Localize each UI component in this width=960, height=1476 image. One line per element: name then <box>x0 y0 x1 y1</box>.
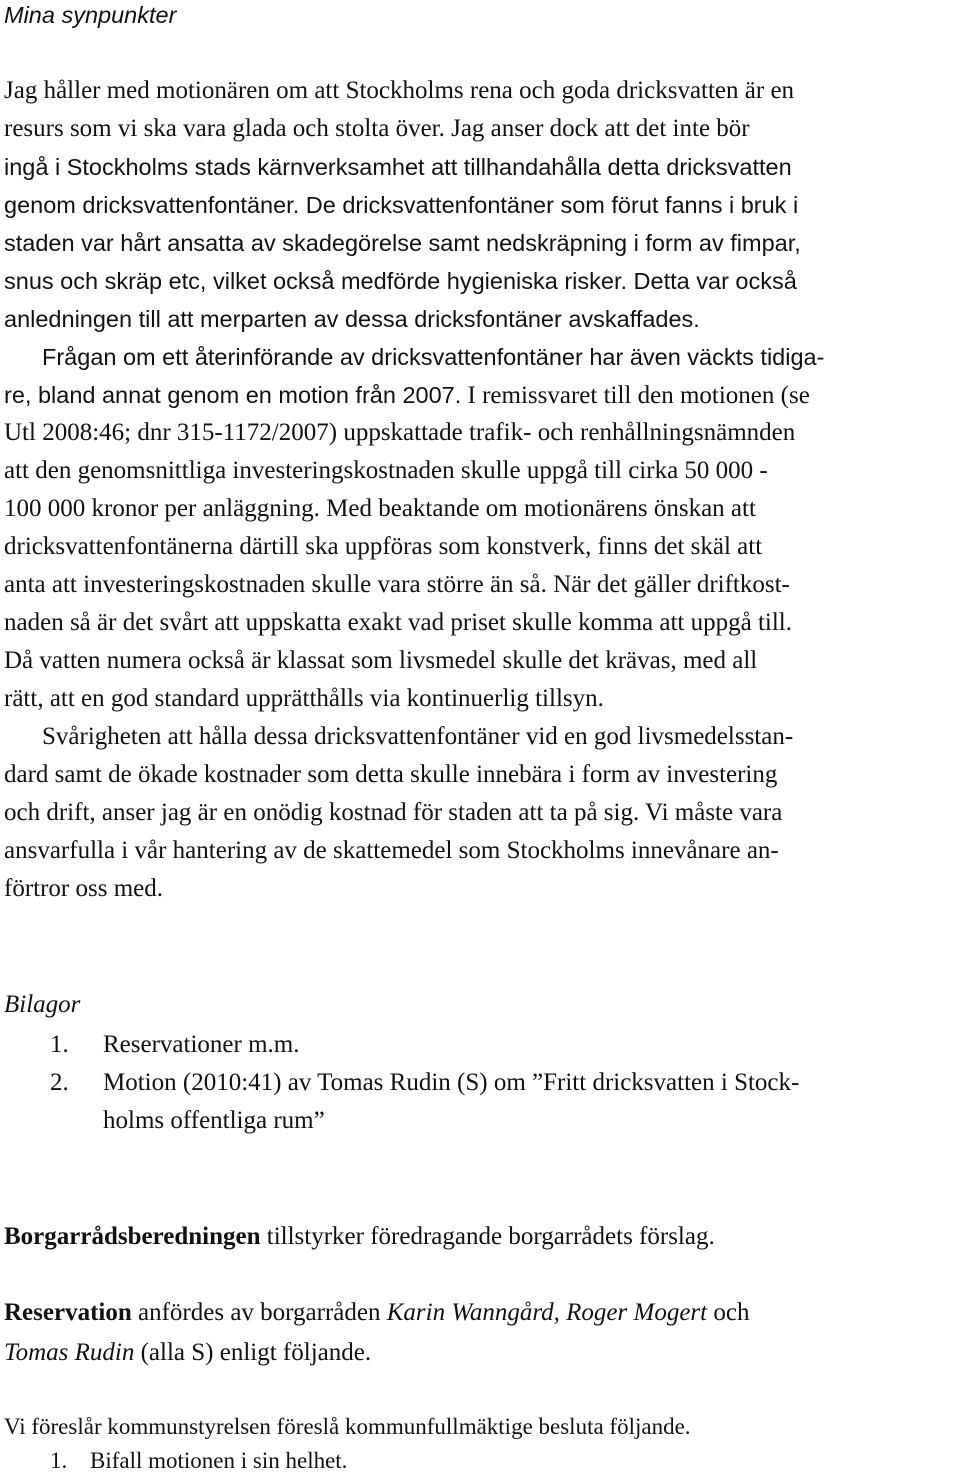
reservation-paragraph-cont <box>4 1338 371 1368</box>
body-line: staden var hårt ansatta av skadegörelse samt nedskräpning i form av fimpar, <box>4 230 801 256</box>
body-line: Utl 2008:46; dnr 315-1172/2007) uppskattade trafik- och renhållningsnämnden <box>4 419 796 446</box>
proposal-item-number: 1. <box>50 1448 68 1473</box>
body-line: ingå i Stockholms stads kärnverksamhet att tillhandahålla detta dricksvatten <box>4 154 792 180</box>
body-line <box>4 570 790 600</box>
body-line: att den genomsnittliga investeringskostnaden skulle uppgå till cirka 50 000 - <box>4 457 768 484</box>
body-line-part: När det gäller driftkost- <box>546 571 790 598</box>
bilagor-item-number: 1. <box>50 1031 69 1058</box>
reservation-paragraph <box>4 1298 749 1328</box>
reservation-text: anfördes av borgarråden <box>131 1299 387 1326</box>
body-line: dricksvattenfontänerna därtill ska uppföras som konstverk, finns det skäl att <box>4 533 763 560</box>
bilagor-item-text: holms offentliga rum” <box>103 1107 325 1134</box>
body-line-part: I remissvaret till den motionen (se <box>461 382 810 409</box>
body-line <box>4 380 810 411</box>
beredning-text: tillstyrker föredragande borgarrådets förslag. <box>260 1223 715 1250</box>
reservation-names: Tomas Rudin <box>4 1339 135 1366</box>
bilagor-item-number: 2. <box>50 1069 69 1096</box>
beredning-label: Borgarrådsberedningen <box>4 1223 261 1250</box>
body-line: Då vatten numera också är klassat som livsmedel skulle det krävas, med all <box>4 647 758 674</box>
reservation-text: och <box>707 1299 750 1326</box>
bilagor-heading: Bilagor <box>4 991 81 1018</box>
reservation-names: Karin Wanngård, Roger Mogert <box>386 1299 708 1326</box>
bilagor-item-text: Reservationer m.m. <box>103 1031 300 1058</box>
body-line: och drift, anser jag är en onödig kostnad för staden att ta på sig. Vi måste vara <box>4 799 783 826</box>
reservation-text: (alla S) enligt följande. <box>134 1339 372 1366</box>
body-line: rätt, att en god standard upprätthålls via kontinuerlig tillsyn. <box>4 685 604 712</box>
body-line: snus och skräp etc, vilket också medförde hygieniska risker. Detta var också <box>4 268 797 294</box>
body-line: dard samt de ökade kostnader som detta skulle innebära i form av investering <box>4 761 778 788</box>
body-line-part: De dricksvattenfontäner som förut fanns i bruk i <box>299 192 799 218</box>
body-line: resurs som vi ska vara glada och stolta över. Jag anser dock att det inte bör <box>4 115 750 142</box>
body-line-part: re, bland annat genom en motion från 2007. <box>4 382 462 408</box>
body-line: Svårigheten att hålla dessa dricksvattenfontäner vid en god livsmedelsstan- <box>42 723 794 750</box>
body-line: Frågan om ett återinförande av dricksvattenfontäner har även väckts tidiga- <box>42 344 825 370</box>
body-line <box>4 190 798 221</box>
proposal-intro: Vi föreslår kommunstyrelsen föreslå kommunfullmäktige besluta följande. <box>4 1414 691 1439</box>
bilagor-item-text: Motion (2010:41) av Tomas Rudin (S) om ”Fritt dricksvatten i Stock- <box>103 1069 800 1096</box>
proposal-item-text: Bifall motionen i sin helhet. <box>90 1448 348 1473</box>
body-line: anledningen till att merparten av dessa dricksfontäner avskaffades. <box>4 306 700 332</box>
body-line <box>4 494 756 524</box>
section-heading: Mina synpunkter <box>4 2 177 28</box>
body-line: naden så är det svårt att uppskatta exakt vad priset skulle komma att uppgå till. <box>4 609 792 636</box>
body-line-part: 100 000 kronor per anläggning. <box>4 495 320 522</box>
body-line: Jag håller med motionären om att Stockholms rena och goda dricksvatten är en <box>4 77 795 104</box>
body-line-part: anta att investeringskostnaden skulle vara större än så. <box>4 571 547 598</box>
body-line: förtror oss med. <box>4 875 163 902</box>
body-line: ansvarfulla i vår hantering av de skattemedel som Stockholms innevånare an- <box>4 837 779 864</box>
body-line-part: Med beaktande om motionärens önskan att <box>319 495 756 522</box>
body-line-part: genom dricksvattenfontäner. <box>4 192 300 218</box>
beredning-paragraph <box>4 1222 715 1252</box>
reservation-label: Reservation <box>4 1299 132 1326</box>
